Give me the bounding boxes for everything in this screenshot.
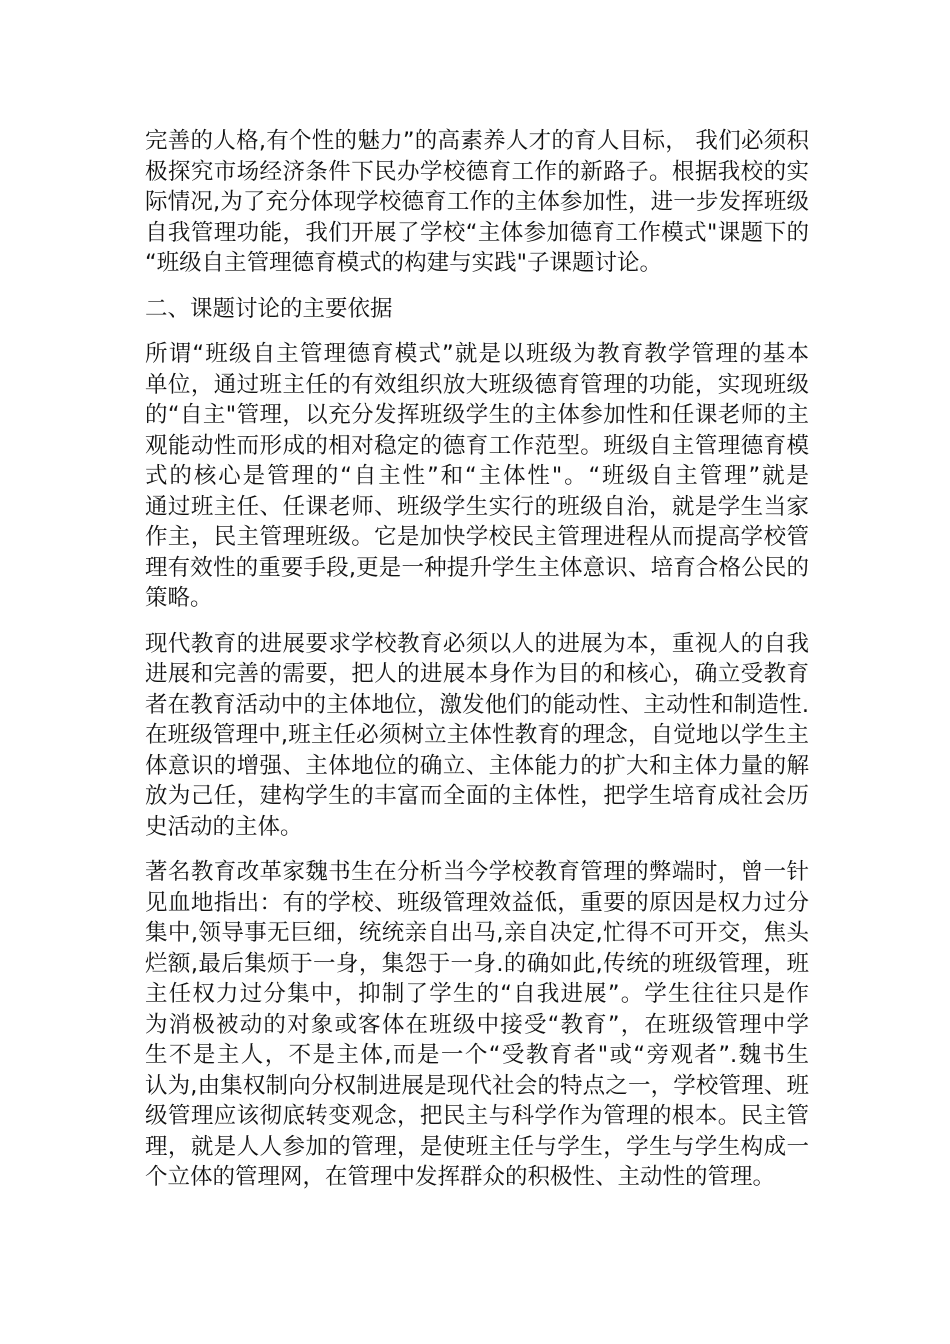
text-line: 见血地指出：有的学校、班级管理效益低，重要的原因是权力过分 bbox=[145, 889, 809, 916]
paragraph-model-definition bbox=[145, 339, 809, 614]
section-heading: 二、课题讨论的主要依据 bbox=[145, 295, 393, 322]
paragraph-research-goal bbox=[145, 126, 809, 279]
document-page bbox=[145, 126, 809, 1208]
text-line: 级管理应该彻底转变观念，把民主与科学作为管理的根本。民主管 bbox=[145, 1103, 809, 1129]
text-line: 自我管理功能，我们开展了学校“主体参加德育工作模式"课题下的 bbox=[145, 219, 809, 246]
text-line: 现代教育的进展要求学校教育必须以人的进展为本，重视人的自我 bbox=[145, 630, 809, 657]
text-line: 的“自主"管理，以充分发挥班级学生的主体参加性和任课老师的主 bbox=[145, 402, 809, 428]
text-line: 策略。 bbox=[145, 585, 213, 611]
text-line: 进展和完善的需要，把人的进展本身作为目的和核心，确立受教育 bbox=[145, 661, 809, 687]
text-line: 为消极被动的对象或客体在班级中接受“教育”，在班级管理中学 bbox=[145, 1011, 809, 1038]
text-line: 观能动性而形成的相对稳定的德育工作范型。班级自主管理德育模 bbox=[145, 432, 809, 459]
text-line: “班级自主管理德育模式的构建与实践"子课题讨论。 bbox=[145, 250, 663, 276]
text-line: 认为,由集权制向分权制进展是现代社会的特点之一，学校管理、班 bbox=[145, 1072, 809, 1099]
text-line: 完善的人格,有个性的魅力”的高素养人才的育人目标， 我们必须积 bbox=[145, 128, 809, 154]
text-line: 史活动的主体。 bbox=[145, 813, 303, 840]
text-line: 在班级管理中,班主任必须树立主体性教育的理念，自觉地以学生主 bbox=[145, 722, 809, 748]
text-line: 体意识的增强、主体地位的确立、主体能力的扩大和主体力量的解 bbox=[145, 752, 809, 779]
text-line: 主任权力过分集中，抑制了学生的“自我进展”。学生往往只是作 bbox=[145, 981, 809, 1007]
text-line: 个立体的管理网，在管理中发挥群众的积极性、主动性的管理。 bbox=[145, 1164, 776, 1190]
paragraph-wei-shusheng bbox=[145, 857, 809, 1193]
text-line: 理，就是人人参加的管理，是使班主任与学生，学生与学生构成一 bbox=[145, 1133, 809, 1160]
text-line: 作主，民主管理班级。它是加快学校民主管理进程从而提高学校管 bbox=[145, 524, 809, 550]
text-line: 烂额,最后集烦于一身，集怨于一身.的确如此,传统的班级管理，班 bbox=[145, 950, 809, 977]
text-line: 际情况,为了充分体现学校德育工作的主体参加性，进一步发挥班级 bbox=[145, 189, 809, 215]
text-line: 集中,领导事无巨细，统统亲自出马,亲自决定,忙得不可开交，焦头 bbox=[145, 920, 809, 946]
text-line: 单位，通过班主任的有效组织放大班级德育管理的功能，实现班级 bbox=[145, 371, 809, 398]
text-line: 放为己任，建构学生的丰富而全面的主体性，把学生培育成社会历 bbox=[145, 783, 809, 809]
text-line: 极探究市场经济条件下民办学校德育工作的新路子。根据我校的实 bbox=[145, 158, 809, 185]
text-line: 著名教育改革家魏书生在分析当今学校教育管理的弊端时，曾一针 bbox=[145, 859, 809, 885]
text-line: 式的核心是管理的“自主性”和“主体性"。“班级自主管理”就是 bbox=[145, 463, 809, 489]
text-line: 者在教育活动中的主体地位，激发他们的能动性、主动性和制造性. bbox=[145, 691, 809, 718]
paragraph-modern-education bbox=[145, 629, 809, 843]
text-line: 所谓“班级自主管理德育模式”就是以班级为教育教学管理的基本 bbox=[145, 341, 809, 367]
text-line: 生不是主人，不是主体,而是一个“受教育者"或“旁观者”.魏书生 bbox=[145, 1042, 809, 1068]
text-line: 理有效性的重要手段,更是一种提升学生主体意识、培育合格公民的 bbox=[145, 554, 809, 581]
text-line: 通过班主任、任课老师、班级学生实行的班级自治，就是学生当家 bbox=[145, 493, 809, 520]
